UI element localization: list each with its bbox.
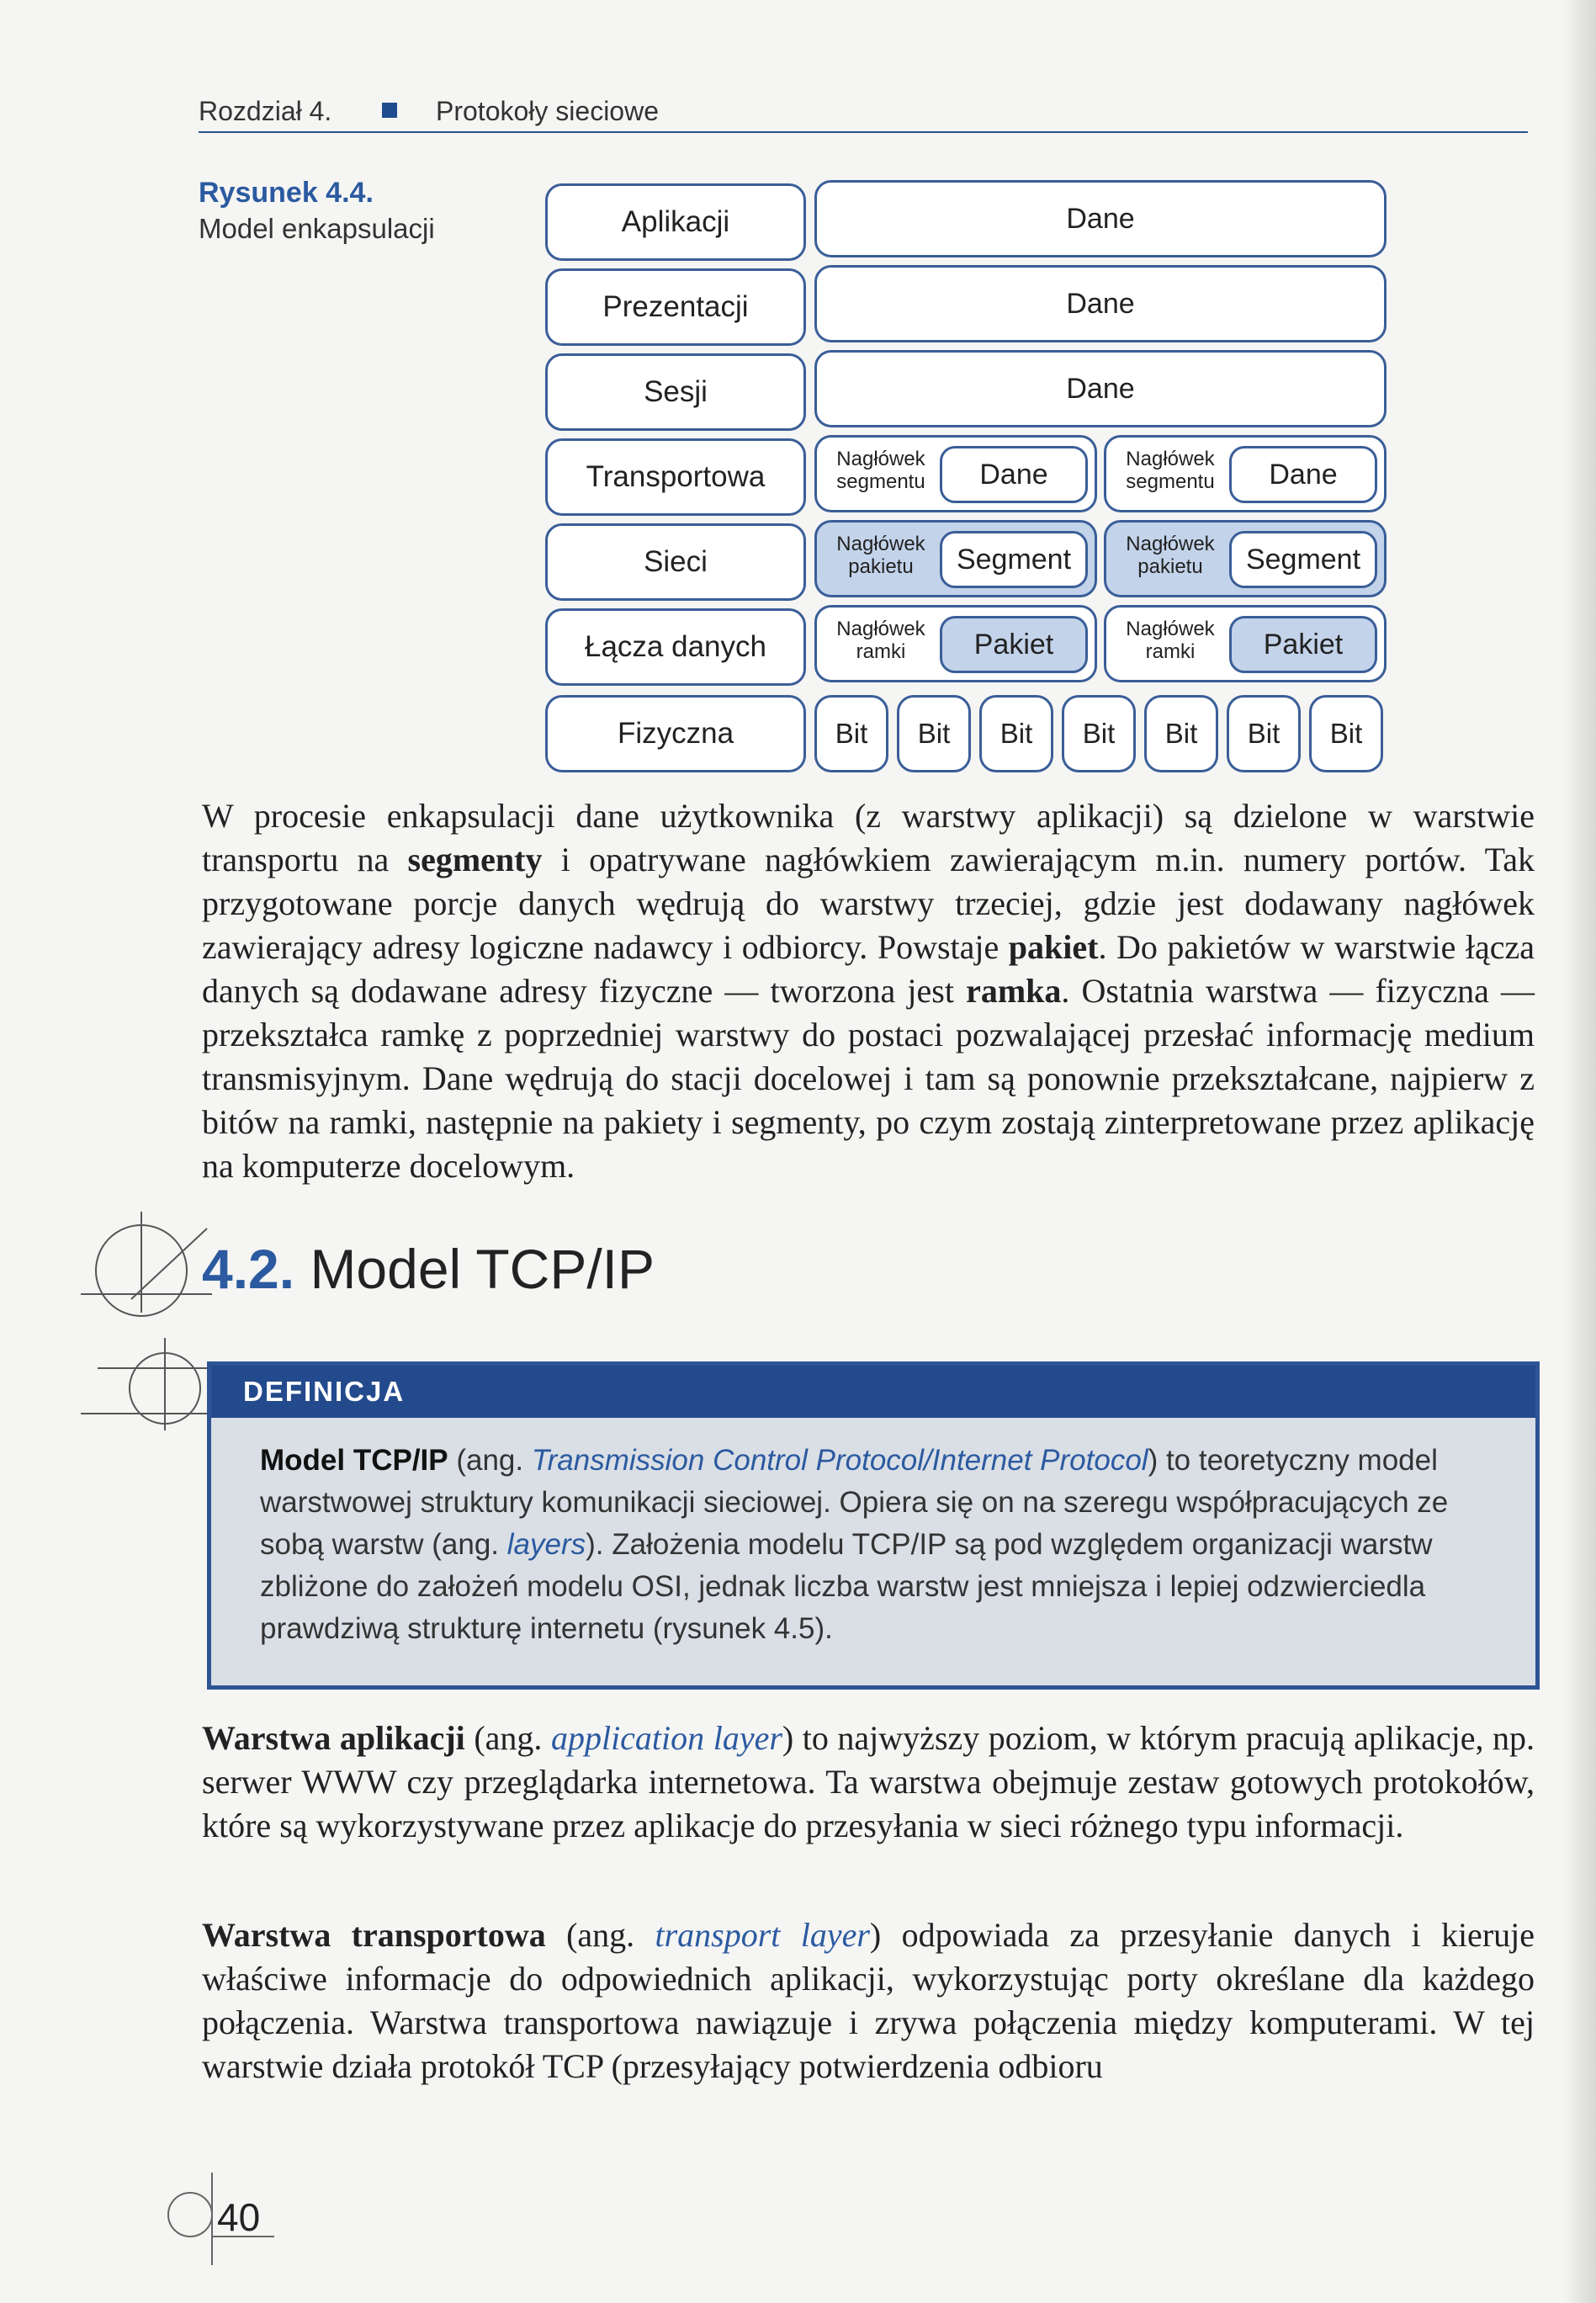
bold-term: pakiet bbox=[1008, 928, 1099, 966]
layer-fizyczna: Fizyczna bbox=[545, 695, 806, 772]
layer-aplikacji: Aplikacji bbox=[545, 183, 806, 261]
decorative-compass-mark bbox=[81, 1212, 215, 1430]
packet-header-label: Nagłówek pakietu bbox=[1126, 533, 1215, 578]
bold-term: segmenty bbox=[407, 841, 543, 878]
bit-box: Bit bbox=[979, 695, 1053, 772]
bit-box: Bit bbox=[1227, 695, 1301, 772]
text-run: . Ostatnia warstwa — fizyczna — przekształca ramkę z poprzedniej warstwy do postaci pozwalającej przesłać informację medium transmisyjnym. Dane wędrują do stacji docelowej i tam są ponownie przekształcane, najpierw z bitów na ramki, następnie na pakiety i segmenty, po czym zostają zinterpretowane przez aplikację na komputerze docelowym. bbox=[202, 972, 1535, 1185]
layer-sesji: Sesji bbox=[545, 353, 806, 431]
frame-header-label: Nagłówek ramki bbox=[1126, 618, 1215, 663]
packet-payload: Segment bbox=[940, 531, 1088, 588]
section-heading bbox=[202, 1237, 655, 1301]
text-run: . Do pakietów w warstwie łącza danych są dodawane adresy fizyczne — tworzona jest bbox=[202, 928, 1535, 1010]
text-run: (ang. bbox=[464, 1719, 551, 1757]
text-run: W procesie enkapsulacji dane użytkownika (z warstwy aplikacji) są dzielone w warstwie transportu na bbox=[202, 797, 1535, 878]
paragraph-application-layer bbox=[202, 1717, 1535, 1848]
frame-payload: Pakiet bbox=[940, 616, 1088, 673]
running-head bbox=[199, 91, 1528, 133]
bit-box: Bit bbox=[1144, 695, 1218, 772]
square-bullet-icon bbox=[382, 103, 397, 118]
definition-box bbox=[207, 1361, 1540, 1690]
packet-box bbox=[814, 520, 1097, 597]
frame-box bbox=[814, 605, 1097, 682]
page-edge-shadow bbox=[1562, 0, 1596, 2303]
english-term: application layer bbox=[550, 1719, 782, 1757]
frame-header-label: Nagłówek ramki bbox=[836, 618, 925, 663]
segment-box bbox=[1104, 435, 1387, 512]
section-number: 4.2. bbox=[202, 1238, 295, 1300]
frame-box bbox=[1104, 605, 1387, 682]
text-run: ). Założenia modelu TCP/IP są pod względem organizacji warstw zbliżone do założeń modelu OSI, jednak liczba warstw jest mniejsza i lepiej odzwierciedla prawdziwą strukturę internetu (rysunek 4.5). bbox=[260, 1528, 1433, 1645]
data-box-sesji: Dane bbox=[814, 350, 1387, 427]
layer-lacza-danych: Łącza danych bbox=[545, 608, 806, 686]
section-label: Protokoły sieciowe bbox=[436, 96, 659, 126]
segment-payload: Dane bbox=[1229, 446, 1377, 503]
text-run: ) odpowiada za przesyłanie danych i kieruje właściwe informacje do odpowiednich aplikacji, wykorzystując porty określane dla każdego połączenia. Warstwa transportowa nawiązuje i zrywa połączenia między komputerami. W tej warstwie działa protokół TCP (przesyłający potwierdzenia odbioru bbox=[202, 1916, 1535, 2085]
english-term: transport layer bbox=[655, 1916, 870, 1954]
segment-box bbox=[814, 435, 1097, 512]
text-run: ) to teoretyczny model warstwowej struktury komunikacji sieciowej. Opiera się on na szeregu współpracujących ze sobą warstw (ang. bbox=[260, 1444, 1449, 1561]
layer-transportowa: Transportowa bbox=[545, 438, 806, 516]
bit-box: Bit bbox=[814, 695, 888, 772]
paragraph-transport-layer bbox=[202, 1913, 1535, 2088]
definition-header bbox=[211, 1366, 1535, 1418]
text-run: i opatrywane nagłówkiem zawierającym m.in. numery portów. Tak przygotowane porcje danych wędrują do warstwy trzeciej, gdzie jest dodawany nagłówek zawierający adresy logiczne nadawcy i odbiorcy. Powstaje bbox=[202, 841, 1535, 966]
figure-title: Model enkapsulacji bbox=[199, 213, 435, 244]
packet-payload: Segment bbox=[1229, 531, 1377, 588]
page-number: 40 bbox=[217, 2195, 261, 2239]
section-title: Model TCP/IP bbox=[310, 1238, 655, 1300]
bit-box: Bit bbox=[1309, 695, 1383, 772]
english-term: layers bbox=[506, 1528, 586, 1561]
packet-box bbox=[1104, 520, 1387, 597]
text-run: ) to najwyższy poziom, w którym pracują aplikacje, np. serwer WWW czy przeglądarka internetowa. Ta warstwa obejmuje zestaw gotowych protokołów, które są wykorzystywane przez aplikacje do przesyłania w sieci różnego typu informacji. bbox=[202, 1719, 1535, 1844]
paragraph-encapsulation bbox=[202, 794, 1535, 1188]
segment-header-label: Nagłówek segmentu bbox=[836, 448, 925, 493]
english-term: Transmission Control Protocol/Internet Protocol bbox=[531, 1444, 1148, 1477]
layer-prezentacji: Prezentacji bbox=[545, 268, 806, 346]
frame-payload: Pakiet bbox=[1229, 616, 1377, 673]
bold-term: ramka bbox=[966, 972, 1062, 1010]
data-box-aplikacji: Dane bbox=[814, 180, 1387, 257]
text-run: (ang. bbox=[545, 1916, 655, 1954]
packet-header-label: Nagłówek pakietu bbox=[836, 533, 925, 578]
layer-sieci: Sieci bbox=[545, 523, 806, 601]
bold-term: Warstwa aplikacji bbox=[202, 1719, 465, 1757]
text-run: (ang. bbox=[448, 1444, 532, 1477]
data-box-prezentacji: Dane bbox=[814, 265, 1387, 342]
bold-term: Warstwa transportowa bbox=[202, 1916, 546, 1954]
definition-label: DEFINICJA bbox=[243, 1376, 406, 1407]
bit-box: Bit bbox=[1062, 695, 1136, 772]
figure-caption bbox=[199, 177, 527, 245]
chapter-label: Rozdział 4. bbox=[199, 96, 332, 126]
figure-number: Rysunek 4.4. bbox=[199, 177, 374, 209]
segment-header-label: Nagłówek segmentu bbox=[1126, 448, 1215, 493]
definition-term: Model TCP/IP bbox=[260, 1444, 448, 1477]
bit-box: Bit bbox=[897, 695, 971, 772]
segment-payload: Dane bbox=[940, 446, 1088, 503]
definition-text bbox=[260, 1440, 1505, 1650]
